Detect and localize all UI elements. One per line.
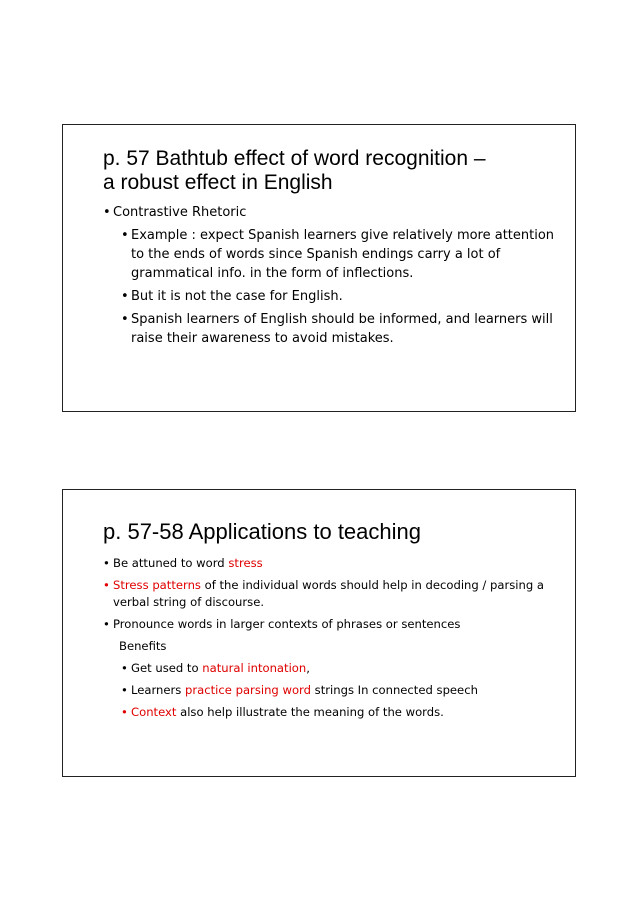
slide-1	[62, 124, 576, 412]
slide-2-title: p. 57-58 Applications to teaching	[103, 519, 422, 544]
sub-bullet-example: • Example : expect Spanish learners give relatively more attention to the ends of words since Spanish endings carry a lot of grammatical info. in the form of inflections.	[103, 226, 565, 283]
slide-1-title-line-2: a robust effect in English	[103, 171, 333, 194]
slide-1-body	[103, 203, 565, 348]
bullet-pronounce-words: • Pronounce words in larger contexts of phrases or sentences	[103, 616, 565, 633]
bullet-word-stress: • Be attuned to word stress	[103, 555, 565, 572]
sub-bullet-context: • Context also help illustrate the meaning of the words.	[103, 704, 565, 721]
benefits-label: Benefits	[119, 639, 167, 653]
slide-1-title	[103, 147, 565, 195]
sub-bullet-spanish-learners: • Spanish learners of English should be informed, and learners will raise their awareness to avoid mistakes.	[103, 310, 565, 348]
sub-bullet-parsing: • Learners practice parsing word strings In connected speech	[103, 682, 565, 699]
slide-1-title-line-1: p. 57 Bathtub effect of word recognition –	[103, 147, 486, 170]
sub-bullet-intonation: • Get used to natural intonation,	[103, 660, 565, 677]
slide-2	[62, 489, 576, 777]
bullet-stress-patterns: • Stress patterns of the individual words should help in decoding / parsing a verbal string of discourse.	[103, 577, 565, 611]
sub-bullet-not-english: • But it is not the case for English.	[103, 287, 565, 306]
slide-2-body	[103, 555, 565, 721]
bullet-contrastive-rhetoric: • Contrastive Rhetoric	[103, 203, 565, 222]
